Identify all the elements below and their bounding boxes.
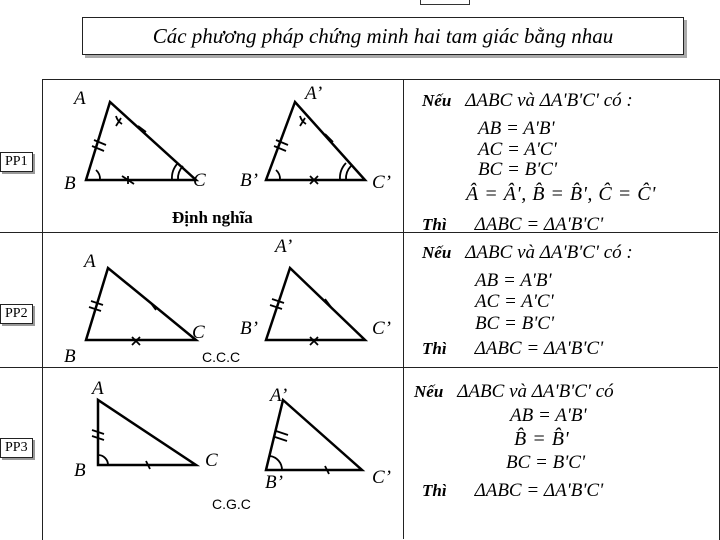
vertex-b2-2: B’	[240, 318, 258, 339]
then-text: ΔABC = ΔA'B'C'	[474, 338, 604, 359]
pp2-eq-ab: AB = A'B'	[475, 270, 552, 291]
triangle-abc-3	[98, 400, 196, 465]
if-word: Nếu	[422, 91, 452, 110]
vertex-a-2: A	[84, 251, 96, 272]
vertex-a-1: A	[74, 88, 86, 109]
pp3-eq-bc: BC = B'C'	[506, 452, 586, 473]
method-tag-pp2: PP2	[0, 304, 33, 324]
vertex-b-1: B	[64, 173, 76, 194]
method-tag-pp1: PP1	[0, 152, 33, 172]
then-word: Thì	[422, 481, 447, 500]
vertex-c2-3: C’	[372, 467, 391, 488]
triangle-a2b2c2-3	[266, 400, 362, 470]
vertex-c-2: C	[192, 322, 205, 343]
pp2-if-line	[422, 242, 633, 264]
pp1-if-line	[422, 90, 633, 112]
pp1-eq-bc: BC = B'C'	[478, 159, 558, 180]
triangle-abc-1	[86, 102, 196, 180]
vertex-c-3: C	[205, 450, 218, 471]
pp1-eq-angles: Â = Â', B̂ = B̂', Ĉ = Ĉ'	[466, 183, 656, 205]
pp1-then-line	[422, 214, 603, 236]
vertex-a2-1: A’	[305, 83, 323, 104]
pp3-eq-angle-b: B̂ = B̂'	[514, 428, 570, 450]
pp2-eq-bc: BC = B'C'	[475, 313, 555, 334]
then-text: ΔABC = ΔA'B'C'	[474, 480, 604, 501]
caption-ccc: C.C.C	[202, 349, 241, 365]
vertex-b-3: B	[74, 460, 86, 481]
if-text: ΔABC và ΔA'B'C' có :	[465, 90, 633, 111]
vertex-b2-3: B’	[265, 472, 283, 493]
if-word: Nếu	[414, 382, 444, 401]
if-text: ΔABC và ΔA'B'C' có	[457, 381, 614, 402]
vertex-c-1: C	[193, 170, 206, 191]
pp1-eq-ac: AC = A'C'	[478, 139, 557, 160]
caption-cgc: C.G.C	[212, 496, 251, 512]
if-word: Nếu	[422, 243, 452, 262]
pp3-if-line	[414, 381, 614, 403]
vertex-b2-1: B’	[240, 170, 258, 191]
vertex-b-2: B	[64, 346, 76, 367]
then-word: Thì	[422, 215, 447, 234]
then-text: ΔABC = ΔA'B'C'	[474, 214, 604, 235]
then-word: Thì	[422, 339, 447, 358]
page-title: Các phương pháp chứng minh hai tam giác bằng nhau	[82, 17, 684, 55]
method-tag-pp3: PP3	[0, 438, 33, 458]
caption-dinh-nghia: Định nghĩa	[172, 208, 253, 227]
triangle-a2b2c2-2	[266, 268, 365, 340]
vertex-c2-2: C’	[372, 318, 391, 339]
vertex-a2-2: A’	[275, 236, 293, 257]
if-text: ΔABC và ΔA'B'C' có :	[465, 242, 633, 263]
vertex-a2-3: A’	[270, 385, 288, 406]
pp3-eq-ab: AB = A'B'	[510, 405, 587, 426]
vertex-a-3: A	[92, 378, 104, 399]
pp3-then-line	[422, 480, 603, 502]
vertex-c2-1: C’	[372, 172, 391, 193]
pp2-eq-ac: AC = A'C'	[475, 291, 554, 312]
pp2-then-line	[422, 338, 603, 360]
pp1-eq-ab: AB = A'B'	[478, 118, 555, 139]
